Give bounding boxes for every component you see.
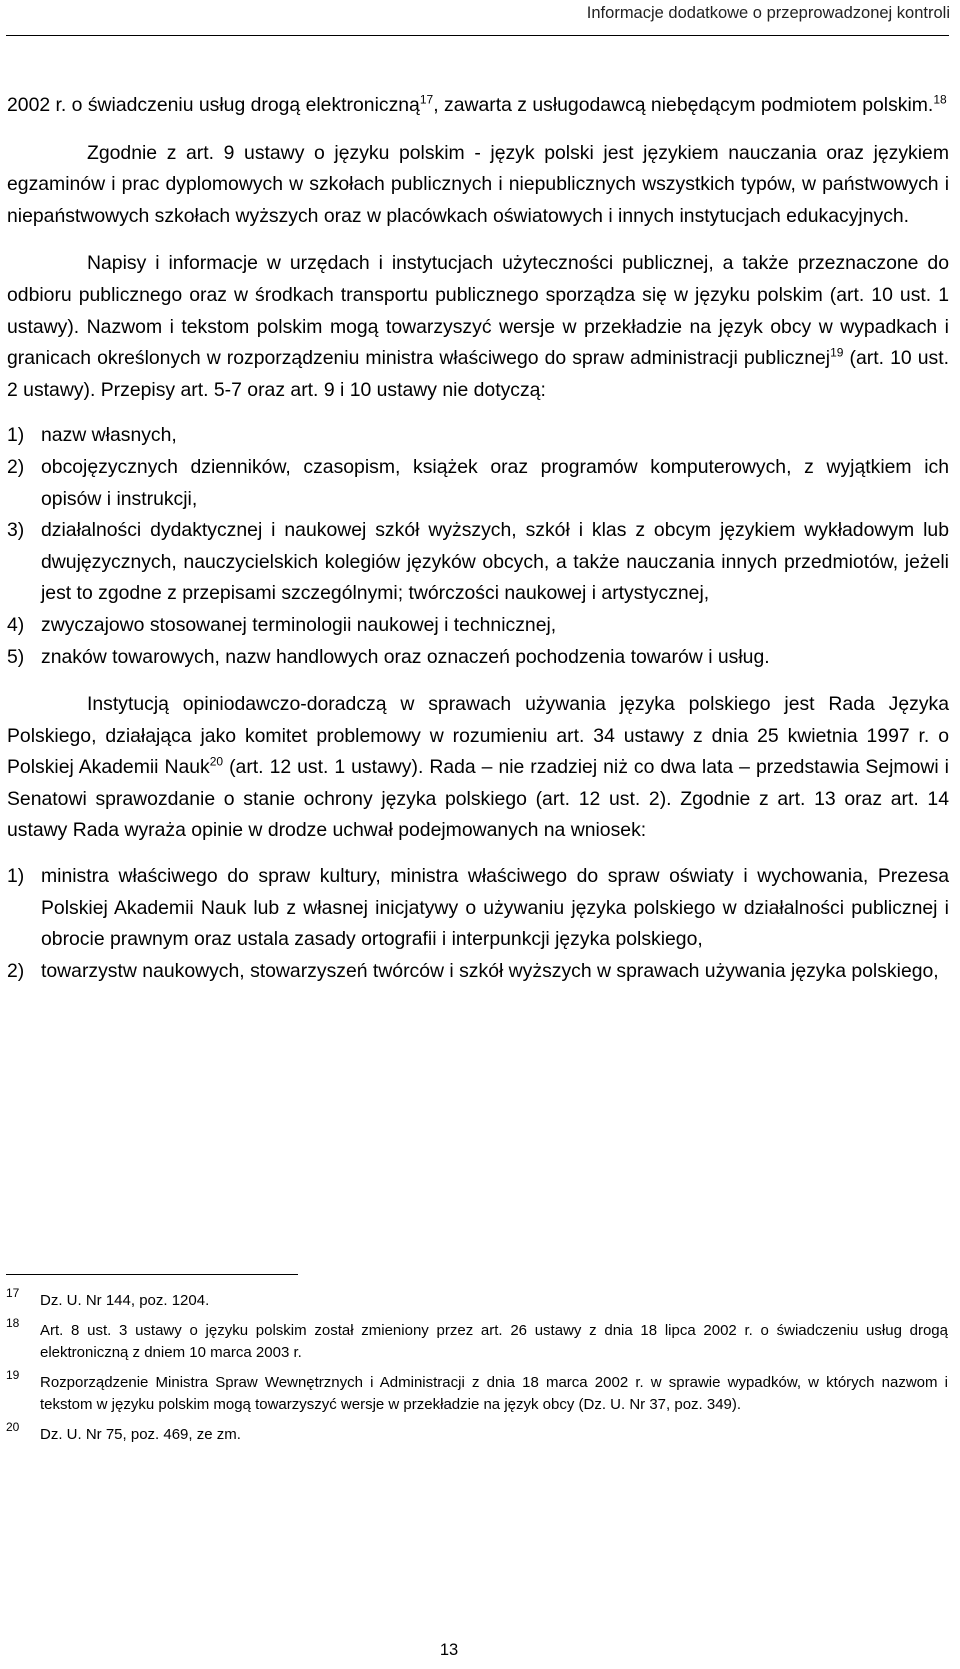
paragraph-rada bbox=[7, 689, 949, 847]
list-item bbox=[7, 452, 949, 515]
list-item bbox=[7, 956, 949, 988]
cont-text-a: 2002 r. o świadczeniu usług drogą elektroniczną bbox=[7, 94, 420, 116]
list-item-text: znaków towarowych, nazw handlowych oraz oznaczeń pochodzenia towarów i usług. bbox=[41, 645, 770, 668]
list-item bbox=[7, 610, 949, 642]
para3-text-b: (art. 12 ust. 1 ustawy). Rada – nie rzadziej niż co dwa lata – przedstawia Sejmowi i Senatowi sprawozdanie o stanie ochrony języka polskiego (art. 12 ust. 2). Zgodnie z art. 13 oraz art. 14 ustawy Rada wyraża opinie w drodze uchwał podejmowanych na wniosek: bbox=[7, 756, 949, 842]
footnote-number: 18 bbox=[6, 1316, 20, 1330]
page-number: 13 bbox=[439, 1641, 459, 1659]
exemptions-list bbox=[7, 420, 949, 673]
list-item-text: ministra właściwego do spraw kultury, ministra właściwego do spraw oświaty i wychowania, Prezesa Polskiej Akademii Nauk lub z własnej inicjatywy o używaniu języka polskiego w działalności publicznej i obrocie prawnym oraz ustala zasady ortografii i interpunkcji języka polskiego, bbox=[41, 865, 949, 951]
list-item bbox=[7, 861, 949, 956]
para2-text-b: (art. 10 ust. 2 ustawy). Przepisy art. 5-7 oraz art. 9 i 10 ustawy nie dotyczą: bbox=[7, 347, 949, 401]
footnote bbox=[6, 1316, 948, 1364]
list-item-number: 2) bbox=[7, 959, 25, 982]
footnote-number: 17 bbox=[6, 1286, 20, 1300]
paragraph-signage bbox=[7, 248, 949, 406]
continued-paragraph bbox=[7, 90, 949, 122]
footnote-text: Rozporządzenie Ministra Spraw Wewnętrznych i Administracji z dnia 18 marca 2002 r. w sprawie wypadków, w których nazwom i tekstom w języku polskim mogą towarzyszyć wersje w przekładzie na język obcy (Dz. U. Nr 37, poz. 349). bbox=[40, 1374, 948, 1413]
footnote bbox=[6, 1286, 948, 1312]
list-item-number: 5) bbox=[7, 645, 25, 668]
footnote-separator bbox=[6, 1274, 298, 1275]
list-item bbox=[7, 420, 949, 452]
list-item-number: 1) bbox=[7, 424, 25, 447]
document-body bbox=[7, 90, 949, 987]
footnote-number: 20 bbox=[6, 1420, 20, 1434]
list-item-text: nazw własnych, bbox=[41, 424, 177, 447]
list-item-number: 3) bbox=[7, 519, 25, 542]
header-divider bbox=[6, 35, 949, 36]
footnote bbox=[6, 1420, 948, 1446]
footnote-ref-17[interactable]: 17 bbox=[419, 92, 434, 107]
list-item-text: zwyczajowo stosowanej terminologii naukowej i technicznej, bbox=[41, 613, 557, 636]
footnote-ref-20[interactable]: 20 bbox=[209, 754, 224, 769]
list-item-number: 1) bbox=[7, 865, 25, 888]
list-item-number: 2) bbox=[7, 455, 25, 478]
list-item-text: obcojęzycznych dzienników, czasopism, książek oraz programów komputerowych, z wyjątkiem ich opisów i instrukcji, bbox=[41, 455, 949, 510]
footnote bbox=[6, 1368, 948, 1416]
para3-text-a: Instytucją opiniodawczo-doradczą w sprawach używania języka polskiego jest Rada Języka Polskiego, działająca jako komitet problemowy w rozumieniu art. 34 ustawy z dnia 25 kwietnia 1997 r. o Polskiej Akademii Nauk bbox=[7, 693, 949, 779]
list-item bbox=[7, 515, 949, 610]
footnote-text: Dz. U. Nr 75, poz. 469, ze zm. bbox=[40, 1426, 241, 1443]
cont-text-b: , zawarta z usługodawcą niebędącym podmiotem polskim. bbox=[433, 94, 934, 116]
footnote-ref-19[interactable]: 19 bbox=[830, 345, 844, 360]
list-item-text: towarzystw naukowych, stowarzyszeń twórców i szkół wyższych w sprawach używania języka polskiego, bbox=[41, 959, 939, 982]
footnote-number: 19 bbox=[6, 1368, 20, 1382]
footnote-ref-18[interactable]: 18 bbox=[933, 92, 947, 107]
request-list bbox=[7, 861, 949, 987]
list-item-text: działalności dydaktycznej i naukowej szkół wyższych, szkół i klas z obcym językiem wykładowym lub dwujęzycznych, nauczycielskich kolegiów języków obcych, a także nauczania innych przedmiotów, jeżeli jest to zgodne z przepisami szczególnymi; twórczości naukowej i artystycznej, bbox=[41, 519, 949, 605]
running-header: Informacje dodatkowe o przeprowadzonej kontroli bbox=[586, 4, 950, 22]
list-item bbox=[7, 642, 949, 674]
list-item-number: 4) bbox=[7, 613, 25, 636]
para2-text-a: Napisy i informacje w urzędach i instytucjach użyteczności publicznej, a także przeznaczone do odbioru publicznego oraz w środkach transportu publicznego sporządza się w języku polskim (art. 10 ust. 1 ustawy). Nazwom i tekstom polskim mogą towarzyszyć wersje w przekładzie na język obcy w wypadkach i granicach określonych w rozporządzeniu ministra właściwego do spraw administracji publicznej bbox=[7, 252, 949, 370]
paragraph-art9: Zgodnie z art. 9 ustawy o języku polskim - język polski jest językiem nauczania oraz językiem egzaminów i prac dyplomowych w szkołach publicznych i niepublicznych wszystkich typów, w państwowych i niepaństwowych szkołach wyższych oraz w placówkach oświatowych i innych instytucjach edukacyjnych. bbox=[7, 141, 949, 227]
footnote-text: Dz. U. Nr 144, poz. 1204. bbox=[40, 1292, 210, 1309]
footnotes bbox=[6, 1286, 948, 1454]
footnote-text: Art. 8 ust. 3 ustawy o języku polskim został zmieniony przez art. 26 ustawy z dnia 18 lipca 2002 r. o świadczeniu usług drogą elektroniczną z dniem 10 marca 2003 r. bbox=[40, 1322, 948, 1361]
